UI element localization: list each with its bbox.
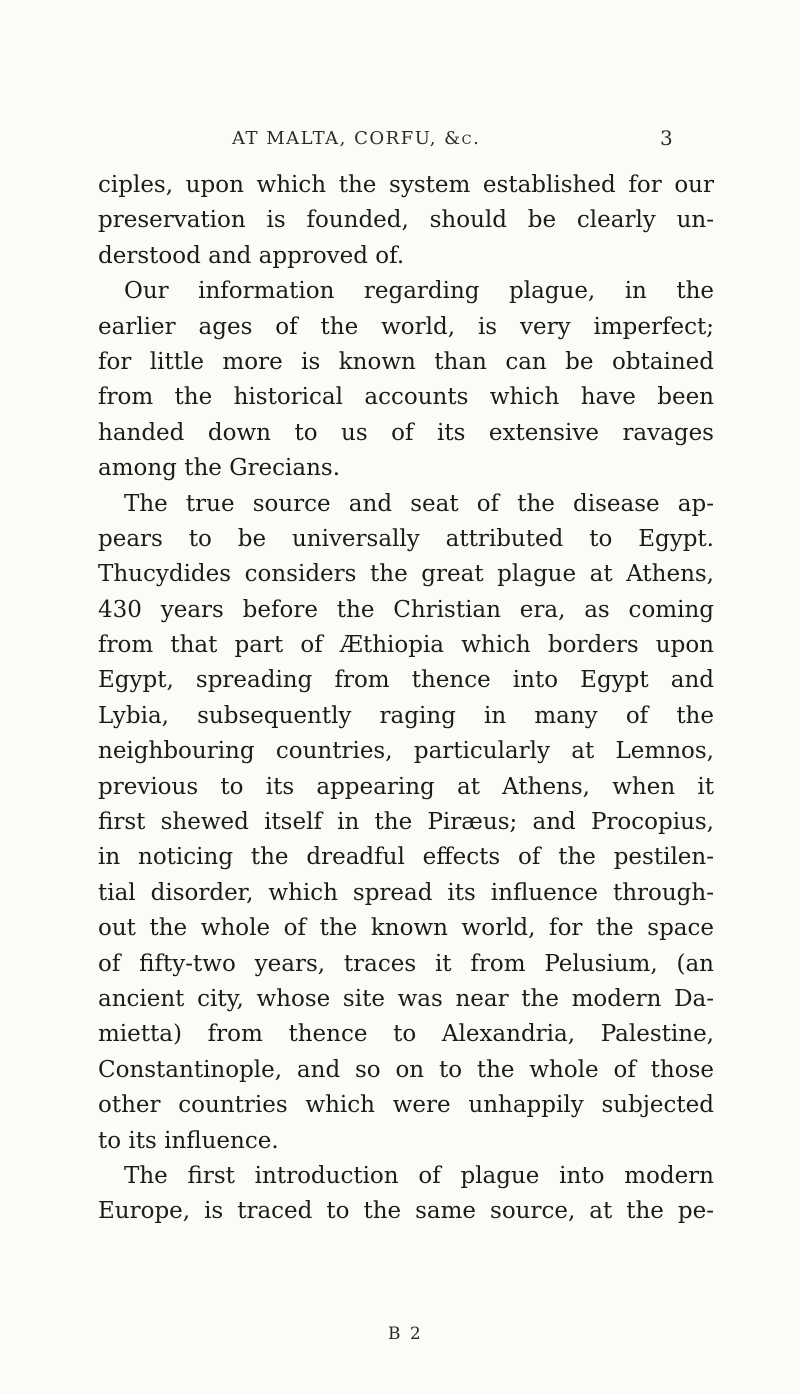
running-head bbox=[232, 128, 652, 149]
text-line: Constantinople, and so on to the whole of those bbox=[98, 1056, 714, 1083]
page-number: 3 bbox=[660, 126, 673, 150]
text-line: The first introduction of plague into modern bbox=[124, 1162, 714, 1189]
text-line: among the Grecians. bbox=[98, 455, 341, 482]
running-head-title: AT MALTA, CORFU, &c. bbox=[232, 128, 481, 149]
text-line: earlier ages of the world, is very imperfect; bbox=[98, 313, 714, 340]
text-line: from the historical accounts which have been bbox=[98, 384, 714, 411]
text-line: pears to be universally attributed to Egypt. bbox=[98, 525, 714, 552]
text-line: Europe, is traced to the same source, at the pe- bbox=[98, 1198, 714, 1225]
text-line: Our information regarding plague, in the bbox=[124, 278, 714, 305]
text-line: for little more is known than can be obtained bbox=[98, 348, 714, 375]
body-text bbox=[98, 168, 714, 1230]
signature-mark: B 2 bbox=[388, 1324, 423, 1344]
text-line: from that part of Æthiopia which borders upon bbox=[98, 632, 714, 659]
text-line: ancient city, whose site was near the modern Da- bbox=[98, 985, 714, 1012]
text-line: previous to its appearing at Athens, when it bbox=[98, 773, 714, 800]
text-line: in noticing the dreadful effects of the pestilen- bbox=[98, 844, 714, 871]
text-line: 430 years before the Christian era, as coming bbox=[98, 596, 714, 623]
text-line: Egypt, spreading from thence into Egypt and bbox=[98, 667, 714, 694]
text-line: tial disorder, which spread its influence through- bbox=[98, 879, 714, 906]
text-line: to its influence. bbox=[98, 1127, 279, 1154]
text-line: of fifty-two years, traces it from Pelusium, (an bbox=[98, 950, 714, 977]
text-line: mietta) from thence to Alexandria, Palestine, bbox=[98, 1021, 714, 1048]
text-line: out the whole of the known world, for the space bbox=[98, 915, 714, 942]
text-line: The true source and seat of the disease ap- bbox=[124, 490, 714, 517]
text-line: preservation is founded, should be clearly un- bbox=[98, 207, 714, 234]
text-line: handed down to us of its extensive ravages bbox=[98, 419, 714, 446]
text-line: first shewed itself in the Piræus; and Procopius, bbox=[98, 809, 714, 836]
text-line: ciples, upon which the system established for our bbox=[98, 172, 714, 198]
text-line: Thucydides considers the great plague at Athens, bbox=[98, 561, 714, 588]
text-line: neighbouring countries, particularly at Lemnos, bbox=[98, 738, 714, 765]
text-line: derstood and approved of. bbox=[98, 242, 405, 269]
text-line: other countries which were unhappily subjected bbox=[98, 1092, 714, 1119]
text-line: Lybia, subsequently raging in many of the bbox=[98, 702, 714, 729]
